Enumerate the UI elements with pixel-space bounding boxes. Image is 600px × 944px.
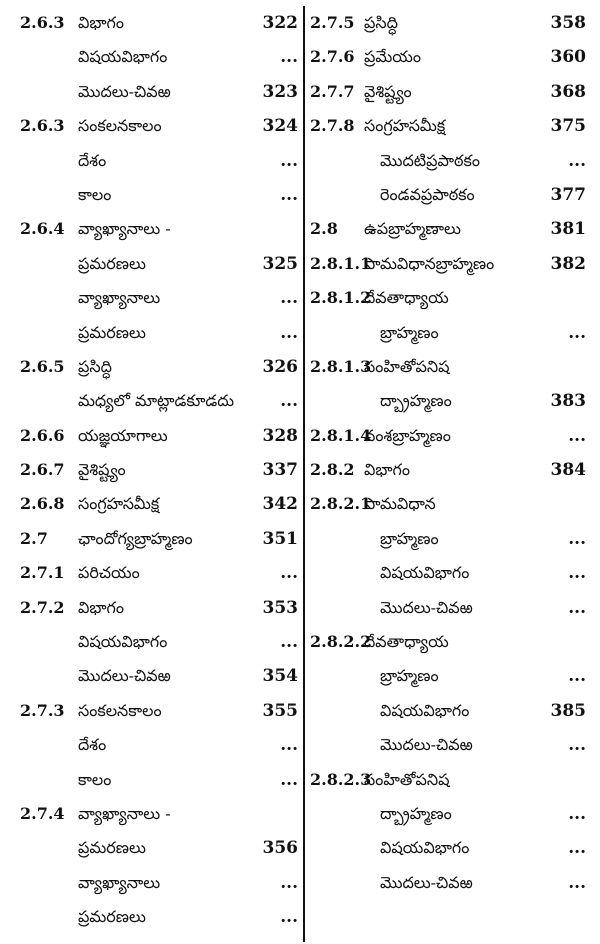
toc-entry bbox=[20, 6, 298, 40]
toc-entry bbox=[310, 316, 586, 350]
section-number: 2.7.8 bbox=[310, 116, 355, 136]
page-number: ... bbox=[280, 288, 298, 309]
section-title: విషయవిభాగం bbox=[380, 838, 470, 858]
toc-entry bbox=[310, 453, 586, 487]
section-title: బ్రాహ్మణం bbox=[380, 322, 439, 342]
page-number: ... bbox=[568, 735, 586, 756]
page-number: ... bbox=[568, 322, 586, 343]
page-number: ... bbox=[280, 735, 298, 756]
section-title: ప్రసిద్ధి bbox=[78, 356, 112, 376]
section-number: 2.6.8 bbox=[20, 494, 65, 514]
page-number: ... bbox=[280, 632, 298, 653]
toc-entry bbox=[310, 625, 586, 659]
section-title: సంహితోపనిష bbox=[364, 356, 450, 376]
section-title: రెండవప్రపాఠకం bbox=[380, 184, 475, 204]
toc-entry bbox=[20, 694, 298, 728]
section-title: ప్రమరణలు bbox=[78, 838, 146, 858]
page-number: 375 bbox=[550, 116, 586, 137]
column-divider bbox=[303, 6, 305, 942]
toc-entry bbox=[310, 281, 586, 315]
section-title: ప్రమరణలు bbox=[78, 322, 146, 342]
page-number: 356 bbox=[262, 838, 298, 859]
page-number: ... bbox=[568, 150, 586, 171]
section-title: ఛాందోగ్యబ్రాహ్మణం bbox=[78, 528, 193, 548]
section-title: వైశిష్ట్యం bbox=[78, 460, 126, 480]
page-number: ... bbox=[568, 425, 586, 446]
page-number: ... bbox=[280, 907, 298, 928]
toc-left-column bbox=[20, 6, 298, 935]
page-number: ... bbox=[568, 528, 586, 549]
page-number: 354 bbox=[262, 666, 298, 687]
section-title: మధ్యలో మాట్లాడకూడదు bbox=[78, 391, 235, 411]
section-title: వ్యాఖ్యానాలు bbox=[78, 872, 161, 892]
page-number: 358 bbox=[550, 13, 586, 33]
toc-entry bbox=[310, 694, 586, 728]
toc-entry bbox=[310, 487, 586, 521]
section-number: 2.6.5 bbox=[20, 356, 65, 376]
toc-entry bbox=[20, 866, 298, 900]
section-title: ప్రమరణలు bbox=[78, 907, 146, 927]
page-number: ... bbox=[568, 803, 586, 824]
section-number: 2.8.1.2 bbox=[310, 288, 372, 308]
page-number: 326 bbox=[262, 356, 298, 377]
section-number: 2.7.3 bbox=[20, 700, 65, 720]
page-number: ... bbox=[280, 150, 298, 171]
page-number: 342 bbox=[262, 494, 298, 515]
page-number: 353 bbox=[262, 597, 298, 618]
toc-entry bbox=[310, 728, 586, 762]
toc-entry bbox=[310, 178, 586, 212]
section-title: విషయవిభాగం bbox=[78, 47, 168, 67]
toc-entry bbox=[20, 40, 298, 74]
section-number: 2.8 bbox=[310, 219, 338, 239]
section-number: 2.7.2 bbox=[20, 597, 65, 617]
toc-entry bbox=[310, 350, 586, 384]
page-number: 322 bbox=[262, 13, 298, 33]
section-title: వంశబ్రాహ్మణం bbox=[364, 425, 451, 445]
page-number: 382 bbox=[550, 253, 586, 274]
toc-entry bbox=[20, 522, 298, 556]
section-number: 2.7 bbox=[20, 528, 48, 548]
toc-entry bbox=[20, 763, 298, 797]
section-title: మొదలు-చివఱ bbox=[380, 597, 473, 617]
toc-entry bbox=[310, 419, 586, 453]
toc-entry bbox=[20, 453, 298, 487]
toc-entry bbox=[20, 487, 298, 521]
page-number: 383 bbox=[550, 391, 586, 412]
section-title: సంహితోపనిష bbox=[364, 769, 450, 789]
page-number: ... bbox=[280, 47, 298, 68]
toc-entry bbox=[20, 109, 298, 143]
section-number: 2.7.6 bbox=[310, 47, 355, 67]
page-number: 337 bbox=[262, 460, 298, 481]
section-number: 2.6.4 bbox=[20, 219, 65, 239]
section-title: ఉపబ్రాహ్మణాలు bbox=[364, 219, 461, 239]
page-number: ... bbox=[280, 872, 298, 893]
toc-entry bbox=[20, 900, 298, 934]
page-number: ... bbox=[568, 563, 586, 584]
section-title: దేశం bbox=[78, 735, 107, 755]
section-title: విషయవిభాగం bbox=[380, 563, 470, 583]
toc-entry bbox=[20, 659, 298, 693]
section-number: 2.7.4 bbox=[20, 803, 65, 823]
toc-entry bbox=[20, 212, 298, 246]
section-title: వ్యాఖ్యానాలు bbox=[78, 288, 161, 308]
section-title: మొదలు-చివఱ bbox=[78, 81, 171, 101]
section-title: ద్బ్రాహ్మణం bbox=[380, 391, 452, 411]
section-title: వ్యాఖ్యానాలు - bbox=[78, 803, 171, 823]
toc-entry bbox=[310, 212, 586, 246]
toc-entry bbox=[20, 384, 298, 418]
section-title: సంకలనకాలం bbox=[78, 116, 162, 136]
toc-entry bbox=[310, 384, 586, 418]
section-number: 2.7.5 bbox=[310, 13, 355, 32]
toc-entry bbox=[310, 831, 586, 865]
section-number: 2.6.6 bbox=[20, 425, 65, 445]
section-title: పరిచయం bbox=[78, 563, 140, 583]
toc-entry bbox=[20, 281, 298, 315]
toc-entry bbox=[20, 591, 298, 625]
page-number: ... bbox=[280, 322, 298, 343]
toc-entry bbox=[20, 728, 298, 762]
toc-entry bbox=[20, 350, 298, 384]
section-title: మొదలు-చివఱ bbox=[380, 872, 473, 892]
page-number: ... bbox=[568, 666, 586, 687]
section-number: 2.8.1.1 bbox=[310, 253, 372, 273]
page-number: 324 bbox=[262, 116, 298, 137]
page-number: ... bbox=[280, 563, 298, 584]
toc-right-column bbox=[310, 6, 586, 900]
section-title: సంగ్రహసమీక్ష bbox=[364, 116, 446, 136]
section-title: ప్రమేయం bbox=[364, 47, 421, 67]
section-title: మొదలు-చివఱ bbox=[78, 666, 171, 686]
section-title: వ్యాఖ్యానాలు - bbox=[78, 219, 171, 239]
section-title: ప్రమరణలు bbox=[78, 253, 146, 273]
section-title: యజ్ఞయాగాలు bbox=[78, 425, 168, 445]
toc-entry bbox=[310, 109, 586, 143]
toc-entry bbox=[310, 6, 586, 40]
section-number: 2.8.1.4 bbox=[310, 425, 372, 445]
section-title: దేవతాధ్యాయ bbox=[364, 288, 449, 308]
page-number: ... bbox=[280, 184, 298, 205]
section-title: ద్బ్రాహ్మణం bbox=[380, 803, 452, 823]
toc-entry bbox=[310, 866, 586, 900]
toc-entry bbox=[310, 797, 586, 831]
toc-entry bbox=[20, 831, 298, 865]
page-number: ... bbox=[568, 597, 586, 618]
page-number: ... bbox=[280, 769, 298, 790]
toc-entry bbox=[20, 797, 298, 831]
toc-entry bbox=[20, 75, 298, 109]
page-number: 384 bbox=[550, 460, 586, 481]
toc-entry bbox=[310, 763, 586, 797]
toc-entry bbox=[20, 247, 298, 281]
section-number: 2.8.2 bbox=[310, 460, 355, 480]
section-title: బ్రాహ్మణం bbox=[380, 666, 439, 686]
page-number: ... bbox=[568, 872, 586, 893]
section-number: 2.8.2.1 bbox=[310, 494, 372, 514]
section-title: వైశిష్ట్యం bbox=[364, 81, 412, 101]
section-title: దేశం bbox=[78, 150, 107, 170]
page-number: 385 bbox=[550, 700, 586, 721]
section-title: విషయవిభాగం bbox=[380, 700, 470, 720]
section-number: 2.6.7 bbox=[20, 460, 65, 480]
page-number: 368 bbox=[550, 81, 586, 102]
section-title: విషయవిభాగం bbox=[78, 632, 168, 652]
section-title: మొదలు-చివఱ bbox=[380, 735, 473, 755]
section-title: బ్రాహ్మణం bbox=[380, 528, 439, 548]
page-number: 328 bbox=[262, 425, 298, 446]
toc-entry bbox=[310, 556, 586, 590]
toc-entry bbox=[20, 178, 298, 212]
section-title: కాలం bbox=[78, 184, 112, 204]
toc-entry bbox=[20, 144, 298, 178]
section-number: 2.8.1.3 bbox=[310, 356, 372, 376]
section-title: మొదటిప్రపాఠకం bbox=[380, 150, 480, 170]
page-number: 323 bbox=[262, 81, 298, 102]
toc-entry bbox=[310, 591, 586, 625]
page-number: 355 bbox=[262, 700, 298, 721]
page-number: 325 bbox=[262, 253, 298, 274]
section-title: విభాగం bbox=[78, 597, 124, 617]
toc-entry bbox=[20, 419, 298, 453]
page-number: 381 bbox=[550, 219, 586, 240]
section-title: దేవతాధ్యాయ bbox=[364, 632, 449, 652]
section-number: 2.8.2.2 bbox=[310, 632, 372, 652]
page-number: 351 bbox=[262, 528, 298, 549]
section-title: కాలం bbox=[78, 769, 112, 789]
section-number: 2.7.1 bbox=[20, 563, 65, 583]
section-number: 2.6.3 bbox=[20, 116, 65, 136]
section-title: సామవిధానబ్రాహ్మణం bbox=[364, 253, 495, 273]
section-number: 2.8.2.3 bbox=[310, 769, 372, 789]
page-number: 377 bbox=[550, 184, 586, 205]
section-title: విభాగం bbox=[78, 13, 124, 32]
section-title: సంగ్రహసమీక్ష bbox=[78, 494, 160, 514]
toc-entry bbox=[20, 556, 298, 590]
toc-entry bbox=[310, 75, 586, 109]
section-title: సంకలనకాలం bbox=[78, 700, 162, 720]
section-title: సామవిధాన bbox=[364, 494, 436, 514]
toc-entry bbox=[20, 625, 298, 659]
page-number: 360 bbox=[550, 47, 586, 68]
page-number: ... bbox=[568, 838, 586, 859]
section-number: 2.7.7 bbox=[310, 81, 355, 101]
toc-entry bbox=[310, 40, 586, 74]
toc-entry bbox=[310, 247, 586, 281]
toc-entry bbox=[20, 316, 298, 350]
toc-entry bbox=[310, 522, 586, 556]
section-title: ప్రసిద్ధి bbox=[364, 13, 398, 32]
toc-entry bbox=[310, 144, 586, 178]
section-number: 2.6.3 bbox=[20, 13, 65, 32]
page-number: ... bbox=[280, 391, 298, 412]
toc-entry bbox=[310, 659, 586, 693]
section-title: విభాగం bbox=[364, 460, 410, 480]
